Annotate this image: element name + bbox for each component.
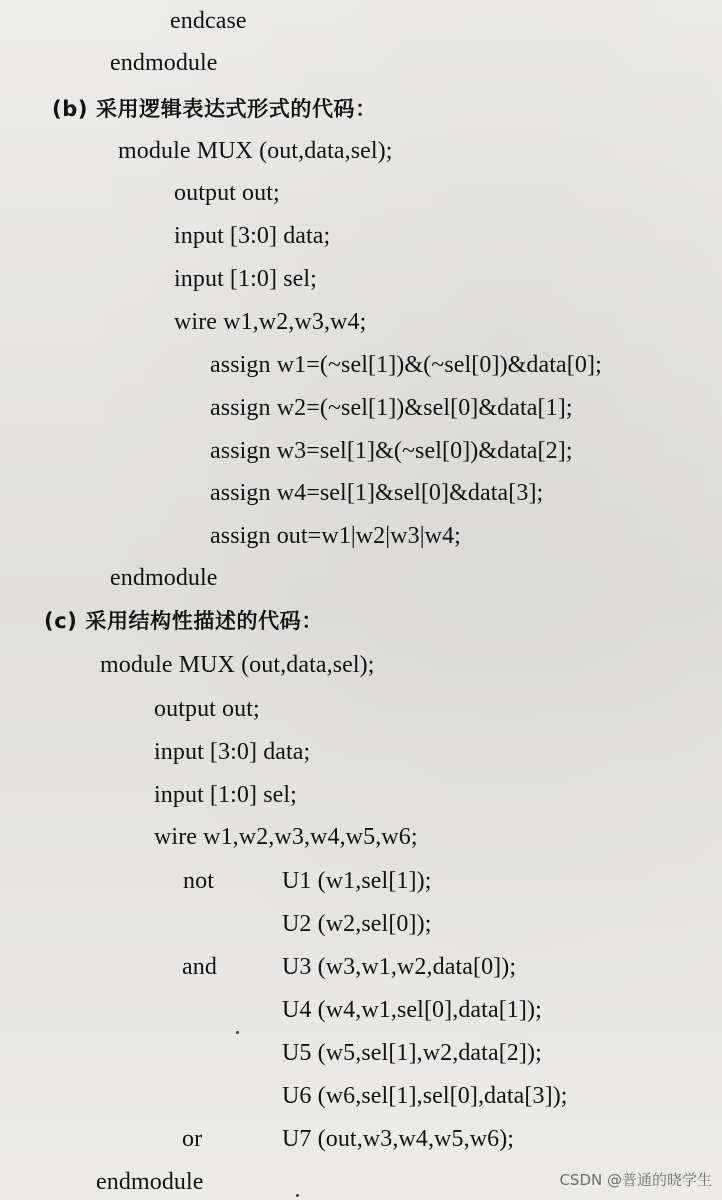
code-line: input [3:0] data; xyxy=(174,223,331,249)
code-line: U4 (w4,w1,sel[0],data[1]); xyxy=(282,997,542,1023)
code-line: output out; xyxy=(154,696,260,722)
print-speck xyxy=(296,1194,299,1197)
code-line: wire w1,w2,w3,w4; xyxy=(174,309,367,335)
section-heading-b xyxy=(52,94,377,124)
watermark: CSDN @普通的晓学生 xyxy=(559,1171,712,1189)
code-line: U6 (w6,sel[1],sel[0],data[3]); xyxy=(282,1083,568,1109)
code-line: U1 (w1,sel[1]); xyxy=(282,868,432,894)
code-line: U2 (w2,sel[0]); xyxy=(282,911,432,937)
section-heading-c xyxy=(44,606,323,636)
code-line: assign w4=sel[1]&sel[0]&data[3]; xyxy=(210,480,544,506)
code-line: module MUX (out,data,sel); xyxy=(100,652,375,678)
code-line: assign out=w1|w2|w3|w4; xyxy=(210,523,461,549)
code-line: U7 (out,w3,w4,w5,w6); xyxy=(282,1126,515,1152)
code-line: wire w1,w2,w3,w4,w5,w6; xyxy=(154,824,418,850)
code-line: input [1:0] sel; xyxy=(174,266,317,292)
code-line: module MUX (out,data,sel); xyxy=(118,138,393,164)
section-heading-c-text: (c) 采用结构性描述的代码： xyxy=(44,609,323,633)
gate-keyword-not: not xyxy=(183,868,214,894)
gate-keyword-and: and xyxy=(182,954,217,980)
code-line: assign w2=(~sel[1])&sel[0]&data[1]; xyxy=(210,395,573,421)
code-line: endmodule xyxy=(110,565,218,591)
code-line: endmodule xyxy=(110,50,218,76)
code-line: U5 (w5,sel[1],w2,data[2]); xyxy=(282,1040,542,1066)
print-speck xyxy=(236,1031,239,1034)
code-line: U3 (w3,w1,w2,data[0]); xyxy=(282,954,517,980)
code-line: input [3:0] data; xyxy=(154,739,311,765)
code-line: assign w1=(~sel[1])&(~sel[0])&data[0]; xyxy=(210,352,602,378)
section-heading-b-text: (b) 采用逻辑表达式形式的代码： xyxy=(52,97,377,121)
code-line: endmodule xyxy=(96,1169,204,1195)
code-line: input [1:0] sel; xyxy=(154,782,297,808)
code-line: output out; xyxy=(174,180,280,206)
code-line: assign w3=sel[1]&(~sel[0])&data[2]; xyxy=(210,438,573,464)
code-line: endcase xyxy=(170,8,247,34)
gate-keyword-or: or xyxy=(182,1126,203,1152)
